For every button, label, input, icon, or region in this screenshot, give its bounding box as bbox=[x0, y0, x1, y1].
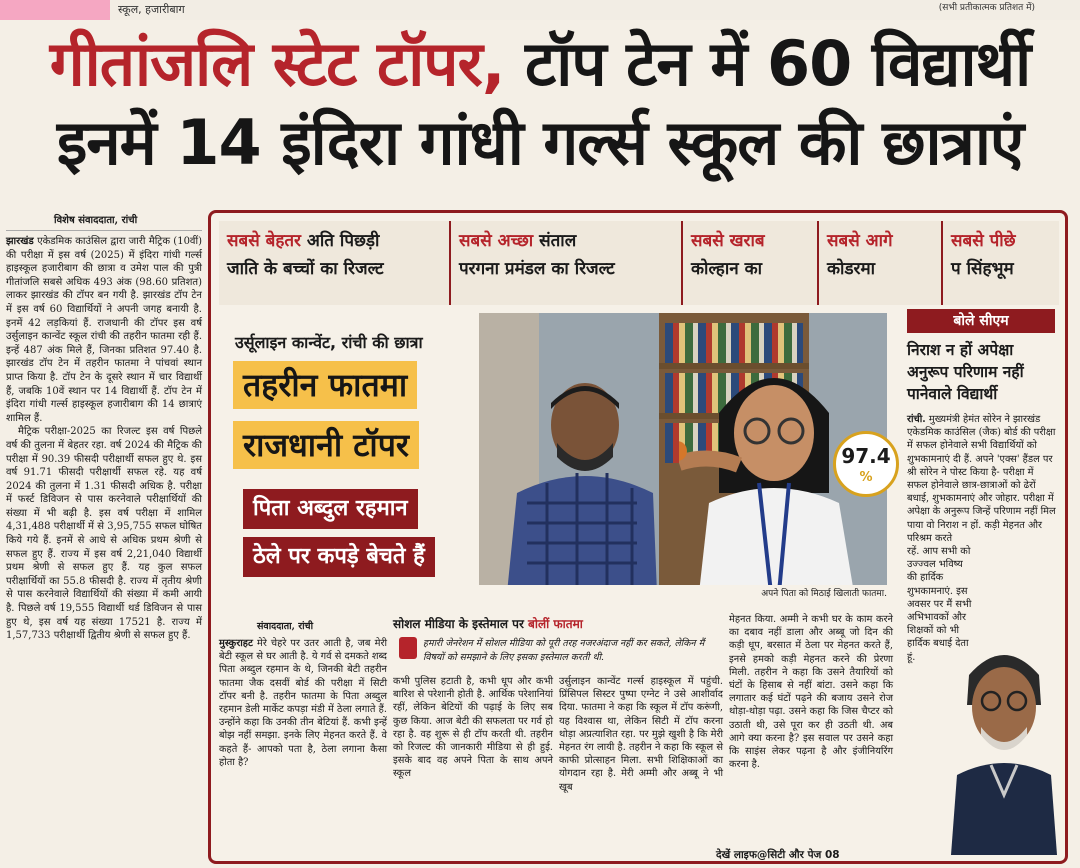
left-byline: विशेष संवाददाता, रांची bbox=[6, 212, 202, 231]
sidebar-text bbox=[903, 413, 1059, 664]
headline-black-part: टॉप टेन में 60 विद्यार्थी bbox=[504, 27, 1031, 100]
sidebar-body: मुख्यमंत्री हेमंत सोरेन ने झारखंड एकेडमिक काउंसिल (जैक) बोर्ड की परीक्षा में सफल होनेवाले सभी विद्यार्थियों को शुभकामनाएं दी हैं. अपने 'एक्स' हैंडल पर श्री सोरेन ने पोस्ट किया है- परीक्षा में सफल होनेवाले छात्र-छात्राओं को ढेरों बधाई, शुभकामनाएं और जोहार. परीक्षा में अपेक्षा के अनुरूप जिन्हें परिणाम नहीं मिल पाया वो निराश न हों. कड़ी मेहनत और परिश्रम करते bbox=[907, 414, 1056, 544]
cm-sidebar bbox=[903, 309, 1059, 859]
headline-line-2: इनमें 14 इंदिरा गांधी गर्ल्स स्कूल की छात्राएं bbox=[56, 106, 1024, 179]
category-key: सबसे बेहतर bbox=[227, 231, 301, 251]
father-job: ठेले पर कपड़े बेचते हैं bbox=[243, 537, 435, 577]
category-line2: कोडरमा bbox=[827, 259, 876, 279]
social-heading-key: सोशल मीडिया के इस्तेमाल पर bbox=[393, 617, 524, 631]
score-unit: % bbox=[859, 470, 873, 485]
photo-caption: अपने पिता को मिठाई खिलाती फातमा. bbox=[761, 589, 887, 599]
left-column bbox=[6, 212, 202, 862]
page-reference: देखें लाइफ@सिटी और पेज 08 bbox=[716, 849, 840, 861]
topper-title: राजधानी टॉपर bbox=[233, 421, 419, 469]
sidebar-header: बोले सीएम bbox=[907, 309, 1055, 333]
pull-quote bbox=[399, 637, 719, 665]
story-column-3: उर्सुलाइन कान्वेंट गर्ल्स हाइस्कूल में पहुंची. प्रिंसिपल सिस्टर पुष्पा एग्नेट ने उसे आशीर्वाद दिया. फातमा ने कहा कि स्कूल में टॉप करूंगी, यह विश्वास था, लेकिन सिटी में टॉप करना थोड़ा अप्रत्याशित रहा. पर मुझे खुशी है कि मेरी मेहनत रंग लायी है. तहरीन ने कहा कि स्कूल से काफी प्रोत्साहन मिला. सभी शिक्षिकाओं का योगदान रहा है. मेरी अम्मी और अब्बू ने भी खूब bbox=[559, 676, 723, 793]
feature-box bbox=[208, 210, 1068, 864]
score-badge bbox=[833, 431, 899, 497]
left-body bbox=[6, 235, 202, 643]
category-line2: कोल्हान का bbox=[691, 259, 763, 279]
headline-line-1 bbox=[0, 26, 1080, 102]
story-column-4: मेहनत किया. अम्मी ने कभी घर के काम करने का दबाव नहीं डाला और अब्बू जो दिन की कड़ी धूप, बरसात में ठेला पर मेहनत करते हैं, इनसे हमको कड़ी मेहनत करने की प्रेरणा मिली. तहरीन ने कहा कि उसने तैयारियों को घंटों के हिसाब से नहीं बांटा. उसने कहा कि लगातार कई घंटों पढ़ने की बजाय उसने रोज थोड़ा-थोड़ा पढ़ा. उसने कहा कि जिस चैप्टर को उठाती थी, उसे पूरा कर ही उठती थी. अब आगे क्या करना है? इस सवाल पर उसने कहा कि साइंस लेकर पढ़ना है और इंजीनियरिंग करना है. bbox=[729, 614, 893, 771]
previous-photo-edge bbox=[0, 0, 110, 20]
left-lead: झारखंड bbox=[6, 236, 34, 247]
category-behind bbox=[943, 221, 1059, 305]
sidebar-lead: रांची. bbox=[907, 414, 926, 425]
left-para-2: मैट्रिक परीक्षा-2025 का रिजल्ट इस वर्ष पिछले वर्ष की तुलना में बेहतर रहा. वर्ष 2024 की मैट्रिक की परीक्षा में 90.39 फीसदी परीक्षार्थी सफल हुए थे. इस वर्ष 91.71 फीसदी परीक्षार्थी सफल रहे. यह वर्ष 2024 की तुलना में 1.31 फीसदी अधिक है. परीक्षा में फर्स्ट डिविजन से पास करनेवाले परीक्षार्थियों की संख्या में भी बढ़ी है. इस वर्ष परीक्षा में शामिल 4,31,488 परीक्षार्थी में से 3,95,755 सफल घोषित किये गये हैं. इनमें से आधे से अधिक प्रथम श्रेणी से सफल हुए हैं. राज्य में इस वर्ष 2,21,040 विद्यार्थी प्रथम श्रेणी से सफल हुए हैं. यह कुल सफल परीक्षार्थियों का 55.8 फीसदी है. राज्य में तृतीय श्रेणी से पास करनेवाले विद्यार्थियों की संख्या में कमी आयी है. पिछले वर्ष 19,555 विद्यार्थी थर्ड डिविजन से पास हुए थे, इस वर्ष यह संख्या 17521 है. राज्य में 1,57,733 परीक्षार्थी द्वितीय श्रेणी से सफल हुए हैं. bbox=[6, 426, 202, 642]
left-para-1-text: एकेडमिक काउंसिल द्वारा जारी मैट्रिक (10वीं) की परीक्षा में इस वर्ष (2025) में इंदिरा गांधी गर्ल्स हाइस्कूल हजारीबाग की छात्रा व उमेश पाल की पुत्री गीतांजलि सबसे अधिक 493 अंक (98.60 प्रतिशत) लाकर झारखंड की टॉपर बन गयी है. झारखंड टॉप टेन में इस वर्ष 60 विद्यार्थियों ने अपनी जगह बनायी है. इनमें 42 लड़कियां हैं. राजधानी की टॉपर इस वर्ष उर्सुलाइन कान्वेंट स्कूल रांची की तहरीन फातमा रही हैं. इन्हें 487 अंक मिले हैं, जिनका प्रतिशत 97.40 है. झारखंड टॉप टेन में तहरीन फातमा ने पांचवां स्थान प्राप्त किया है. टॉप टेन के दूसरे स्थान में चार विद्यार्थी हैं, जबकि 10वें स्थान पर 14 विद्यार्थी हैं. टॉप टेन में इंदिरा गांधी गर्ल्स हाइस्कूल हजारीबाग की 14 छात्राएं शामिल हैं. bbox=[6, 236, 202, 424]
category-line2: जाति के बच्चों का रिजल्ट bbox=[227, 259, 384, 279]
category-best-obc bbox=[219, 221, 451, 305]
school-line: उर्सूलाइन कान्वेंट, रांची की छात्रा bbox=[235, 333, 423, 352]
top-strip bbox=[0, 0, 1080, 20]
social-heading-rest: बोलीं फातमा bbox=[523, 617, 583, 631]
story-column-2: कभी पुलिस हटाती है, कभी धूप और कभी बारिश से परेशानी होती है. आर्थिक परेशानियां रहीं, लेकिन बेटियों की पढ़ाई के लिए सब कुछ किया. आज बेटी की सफलता पर गर्व हो रहा है. वह शुरू से ही टॉप करती थी. तहरीन को रिजल्ट की जानकारी मीडिया से ही हुई. इसके बाद वह अपने पिता के साथ अपने स्कूल bbox=[393, 676, 553, 780]
category-strip bbox=[219, 221, 1059, 305]
col1-text: मेरे चेहरे पर उतर आती है, जब मेरी बेटी स्कूल से घर आती है. ये गर्व से दमकते शब्द पिता अब्दुल रहमान के थे, जिनकी बेटी तहरीन फातमा जैक दसवीं बोर्ड की परीक्षा में सिटी टॉपर बनी है. तहरीन फातमा के पिता अब्दुल रहमान डेली मार्केट कपड़ा मंडी में ठेला लगाते हैं. उन्होंने कहा कि उनकी तीन बेटियां हैं. कभी इन्हें बोझ नहीं समझा. इनके लिए मेहनत करते हैं. वे कहते हैं- आपको पता है, ठेला लगाना कैसा होता है? bbox=[219, 638, 387, 768]
category-worst bbox=[683, 221, 819, 305]
score-value: 97.4 bbox=[841, 444, 891, 468]
top-caption: स्कूल, हजारीबाग bbox=[118, 3, 185, 16]
headline-red-part: गीतांजलि स्टेट टॉपर, bbox=[49, 27, 505, 100]
cm-portrait bbox=[951, 635, 1057, 855]
father-name: पिता अब्दुल रहमान bbox=[243, 489, 418, 529]
category-key: सबसे अच्छा bbox=[459, 231, 534, 251]
category-good-santhal bbox=[451, 221, 683, 305]
father-figure bbox=[507, 373, 657, 585]
story-column-1 bbox=[219, 637, 387, 769]
sidebar-narrow-text: रहें. आप सभी को उज्ज्वल भविष्य की हार्दिक शुभकामनाएं. इस अवसर पर मैं सभी अभिभावकों और शिक्षकों को भी हार्दिक बधाई देता हूं. bbox=[907, 546, 972, 663]
top-right-caption: (सभी प्रतीकात्मक प्रतिशत में) bbox=[938, 3, 1035, 13]
category-key: सबसे खराब bbox=[691, 231, 765, 251]
left-para-1 bbox=[6, 235, 202, 425]
quote-text: हमारी जेनरेशन में सोशल मीडिया को पूरी तरह नजरअंदाज नहीं कर सकते, लेकिन मैं विषयों को समझाने के लिए इसका इस्तेमाल करती थी. bbox=[423, 638, 705, 663]
category-rest: अति पिछड़ी bbox=[301, 231, 380, 251]
topper-photo bbox=[479, 313, 887, 585]
col1-lead: मुस्कुराहट bbox=[219, 638, 253, 649]
category-key: सबसे पीछे bbox=[951, 231, 1016, 251]
sidebar-title: निराश न हों अपेक्षा अनुरूप परिणाम नहीं पानेवाले विद्यार्थी bbox=[907, 341, 1024, 403]
mid-byline: संवाददाता, रांची bbox=[257, 621, 314, 632]
category-line2: परगना प्रमंडल का रिजल्ट bbox=[459, 259, 615, 279]
topper-name: तहरीन फातमा bbox=[233, 361, 417, 409]
category-ahead bbox=[819, 221, 943, 305]
category-rest: संताल bbox=[533, 231, 577, 251]
category-key: सबसे आगे bbox=[827, 231, 893, 251]
social-media-heading bbox=[393, 615, 713, 632]
quote-icon bbox=[399, 637, 417, 659]
category-line2: प सिंहभूम bbox=[951, 259, 1014, 279]
